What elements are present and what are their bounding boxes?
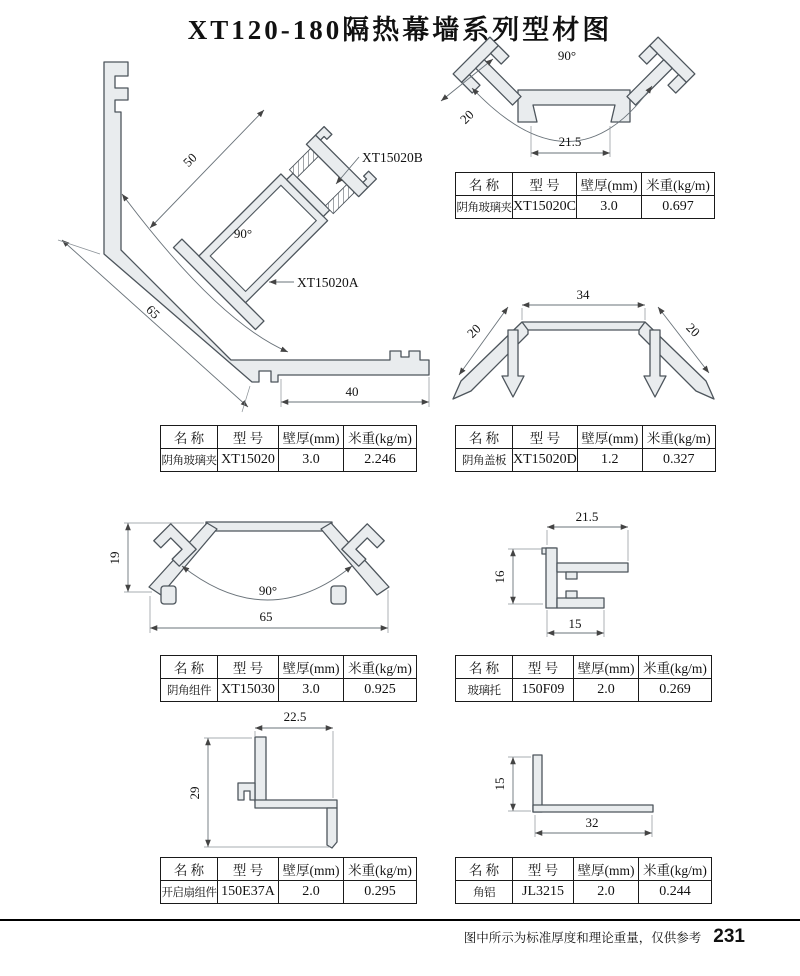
- col-name: 名 称: [161, 858, 218, 881]
- part-label-xt15020a: XT15020A: [297, 275, 359, 290]
- dim-65: 65: [259, 609, 273, 624]
- part-label-xt15020b: XT15020B: [362, 150, 423, 165]
- col-thickness: 壁厚(mm): [574, 656, 639, 679]
- profile-weight: 2.246: [344, 449, 417, 472]
- dim-22-5: 22.5: [283, 709, 307, 724]
- thermal-break-assembly: [173, 112, 391, 330]
- dim-65: 65: [143, 301, 164, 322]
- profile-name: 玻璃托: [456, 679, 513, 702]
- profile-thickness: 2.0: [574, 881, 639, 904]
- dim-20-right: 20: [683, 319, 704, 340]
- col-model: 型 号: [513, 656, 574, 679]
- drawing-xt15020c: [441, 37, 695, 157]
- dim-34: 34: [576, 287, 590, 302]
- dim-angle: 90°: [233, 226, 253, 241]
- profile-model: 150E37A: [218, 881, 279, 904]
- dim-19: 19: [107, 551, 122, 565]
- col-weight: 米重(kg/m): [639, 656, 712, 679]
- page-title: XT120-180隔热幕墙系列型材图: [187, 15, 613, 45]
- col-thickness: 壁厚(mm): [279, 656, 344, 679]
- col-model: 型 号: [513, 173, 577, 196]
- footer-divider: [0, 919, 800, 921]
- page-footer: [464, 926, 745, 948]
- col-weight: 米重(kg/m): [642, 173, 715, 196]
- spec-table-xt15020c: [455, 172, 715, 219]
- col-thickness: 壁厚(mm): [577, 426, 642, 449]
- dim-21-5: 21.5: [558, 134, 582, 149]
- profile-weight: 0.925: [344, 679, 417, 702]
- spec-table-150e37a: [160, 857, 417, 904]
- col-name: 名 称: [456, 656, 513, 679]
- col-thickness: 壁厚(mm): [279, 858, 344, 881]
- col-thickness: 壁厚(mm): [577, 173, 642, 196]
- dim-15: 15: [492, 777, 507, 791]
- spec-table-jl3215: [455, 857, 712, 904]
- insulation-strip: [289, 149, 318, 178]
- col-model: 型 号: [218, 656, 279, 679]
- profile-weight: 0.697: [642, 196, 715, 219]
- dim-angle: 90°: [258, 583, 278, 598]
- profile-weight: 0.269: [639, 679, 712, 702]
- profile-weight: 0.244: [639, 881, 712, 904]
- dim-20-left: 20: [463, 320, 484, 341]
- col-model: 型 号: [218, 858, 279, 881]
- dim-32: 32: [585, 815, 599, 830]
- profile-name: 阴角盖板: [456, 449, 513, 472]
- col-model: 型 号: [218, 426, 279, 449]
- drawing-150f09: [492, 509, 628, 637]
- col-model: 型 号: [513, 858, 574, 881]
- profile-weight: 0.295: [344, 881, 417, 904]
- profile-model: XT15020C: [513, 196, 577, 219]
- drawing-xt15020d: [453, 287, 714, 399]
- profile-model: JL3215: [513, 881, 574, 904]
- col-thickness: 壁厚(mm): [279, 426, 344, 449]
- col-name: 名 称: [161, 426, 218, 449]
- profile-thickness: 1.2: [577, 449, 642, 472]
- profile-model: XT15020: [218, 449, 279, 472]
- profile-model: XT15020D: [513, 449, 578, 472]
- col-name: 名 称: [456, 426, 513, 449]
- dim-29: 29: [187, 786, 202, 800]
- profile-name: 阴角玻璃夹: [456, 196, 513, 219]
- drawing-xt15020: [58, 62, 429, 412]
- profile-thickness: 2.0: [279, 881, 344, 904]
- col-weight: 米重(kg/m): [344, 656, 417, 679]
- dim-50: 50: [179, 149, 200, 170]
- profile-thickness: 3.0: [279, 679, 344, 702]
- profile-model: 150F09: [513, 679, 574, 702]
- spec-table-xt15020d: [455, 425, 716, 472]
- spec-table-xt15020: [160, 425, 417, 472]
- footer-note: 图中所示为标准厚度和理论重量，仅供参考: [463, 931, 702, 945]
- profile-thickness: 2.0: [574, 679, 639, 702]
- col-model: 型 号: [513, 426, 578, 449]
- col-name: 名 称: [456, 858, 513, 881]
- profile-name: 阴角玻璃夹: [161, 449, 218, 472]
- drawing-150e37a: [187, 709, 337, 848]
- col-name: 名 称: [456, 173, 513, 196]
- dim-20: 20: [456, 106, 477, 127]
- profile-thickness: 3.0: [279, 449, 344, 472]
- col-weight: 米重(kg/m): [344, 858, 417, 881]
- profile-thickness: 3.0: [577, 196, 642, 219]
- dim-16: 16: [492, 570, 507, 584]
- col-weight: 米重(kg/m): [642, 426, 715, 449]
- profile-body: [206, 522, 332, 531]
- profile-body: [533, 755, 542, 812]
- profile-body: [255, 737, 266, 802]
- col-name: 名 称: [161, 656, 218, 679]
- spec-table-150f09: [455, 655, 712, 702]
- profile-model: XT15030: [218, 679, 279, 702]
- profile-body: [522, 322, 645, 330]
- spec-table-xt15030: [160, 655, 417, 702]
- profile-name: 角铝: [456, 881, 513, 904]
- col-weight: 米重(kg/m): [344, 426, 417, 449]
- col-weight: 米重(kg/m): [639, 858, 712, 881]
- drawing-xt15030: [107, 522, 389, 633]
- dim-15: 15: [568, 616, 582, 631]
- profile-name: 阴角组件: [161, 679, 218, 702]
- dim-angle: 90°: [557, 48, 577, 63]
- drawing-jl3215: [492, 755, 653, 837]
- profile-body: [518, 90, 630, 122]
- page-number: 231: [713, 926, 745, 947]
- dim-21-5: 21.5: [575, 509, 599, 524]
- col-thickness: 壁厚(mm): [574, 858, 639, 881]
- dim-40: 40: [345, 384, 359, 399]
- profile-weight: 0.327: [642, 449, 715, 472]
- profile-name: 开启扇组件: [161, 881, 218, 904]
